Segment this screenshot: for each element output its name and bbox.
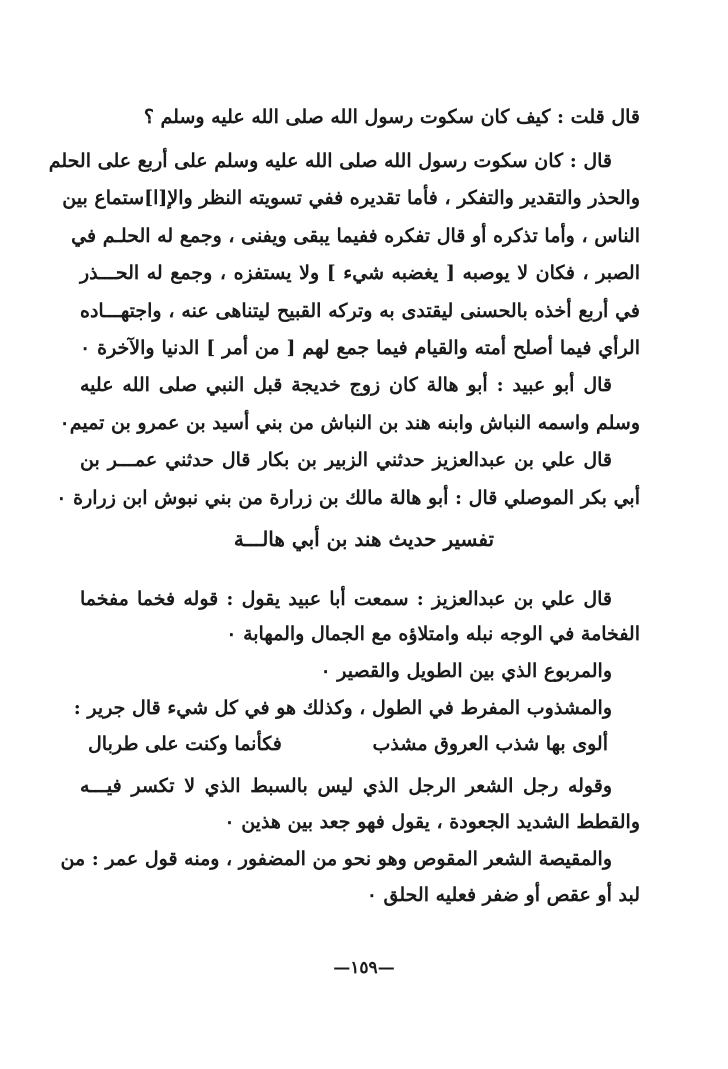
text-line: وسلم واسمه النباش وابنه هند بن النباش من بني أسيد بن عمرو بن تميم٠ [59,412,640,434]
text-line: والقطط الشديد الجعودة ، يقول فهو جعد بين هذين ٠ [224,811,640,833]
text-line: لبد أو عقص أو ضفر فعليه الحلق ٠ [366,884,640,906]
text-line: الصبر ، فكان لا يوصبه [ يغضبه شيء ] ولا يستفزه ، وجمع له الحـــذر [80,262,640,284]
text-line: قال أبو عبيد : أبو هالة كان زوج خديجة قبل النبي صلى الله عليه [80,374,612,396]
text-line: قال علي بن عبدالعزيز حدثني الزبير بن بكار قال حدثني عمـــر بن [80,449,612,471]
text-line: الرأي فيما أصلح أمته والقيام فيما جمع لهم [ من أمر ] الدنيا والآخرة ٠ [80,337,640,359]
text-line: قال : كان سكوت رسول الله صلى الله عليه وسلم على أربع على الحلم [48,150,612,172]
text-line: قال علي بن عبدالعزيز : سمعت أبا عبيد يقول : قوله فخما مفخما [80,588,612,610]
verse-second-hemistich: فكأنما وكنت على طربال [88,733,282,755]
text-line: الفخامة في الوجه نبله وامتلاؤه مع الجمال والمهابة ٠ [226,623,640,645]
text-line: في أربع أخذه بالحسنى ليقتدى به وتركه القبيح ليتناهى عنه ، واجتهـــاده [80,300,640,322]
text-line: وقوله رجل الشعر الرجل الذي ليس بالسبط الذي لا تكسر فيـــه [80,775,612,797]
text-line: الناس ، وأما تذكره أو قال تفكره ففيما يبقى ويفنى ، وجمع له الحلـم في [71,225,640,247]
text-line: والمشذوب المفرط في الطول ، وكذلك هو في كل شيء قال جرير : [73,697,612,719]
text-line: والمربوع الذي بين الطويل والقصير ٠ [320,660,612,682]
poem-verse [88,730,608,758]
text-line: أبي بكر الموصلي قال : أبو هالة مالك بن زرارة من بني نبوش ابن زرارة ٠ [56,487,640,509]
verse-first-hemistich: ألوى بها شذب العروق مشذب [372,733,608,755]
page-number: —١٥٩— [333,958,395,978]
text-line: والحذر والتقدير والتفكر ، فأما تقديره ففي تسويته النظر والإ[ا]ستماع بين [62,187,640,209]
text-line: والمقيصة الشعر المقوص وهو نحو من المضفور ، ومنه قول عمر : من [60,848,612,870]
text-line: قال قلت : كيف كان سكوت رسول الله صلى الله عليه وسلم ؟ [143,106,640,128]
section-title: تفسير حديث هند بن أبي هالـــة [233,527,495,551]
